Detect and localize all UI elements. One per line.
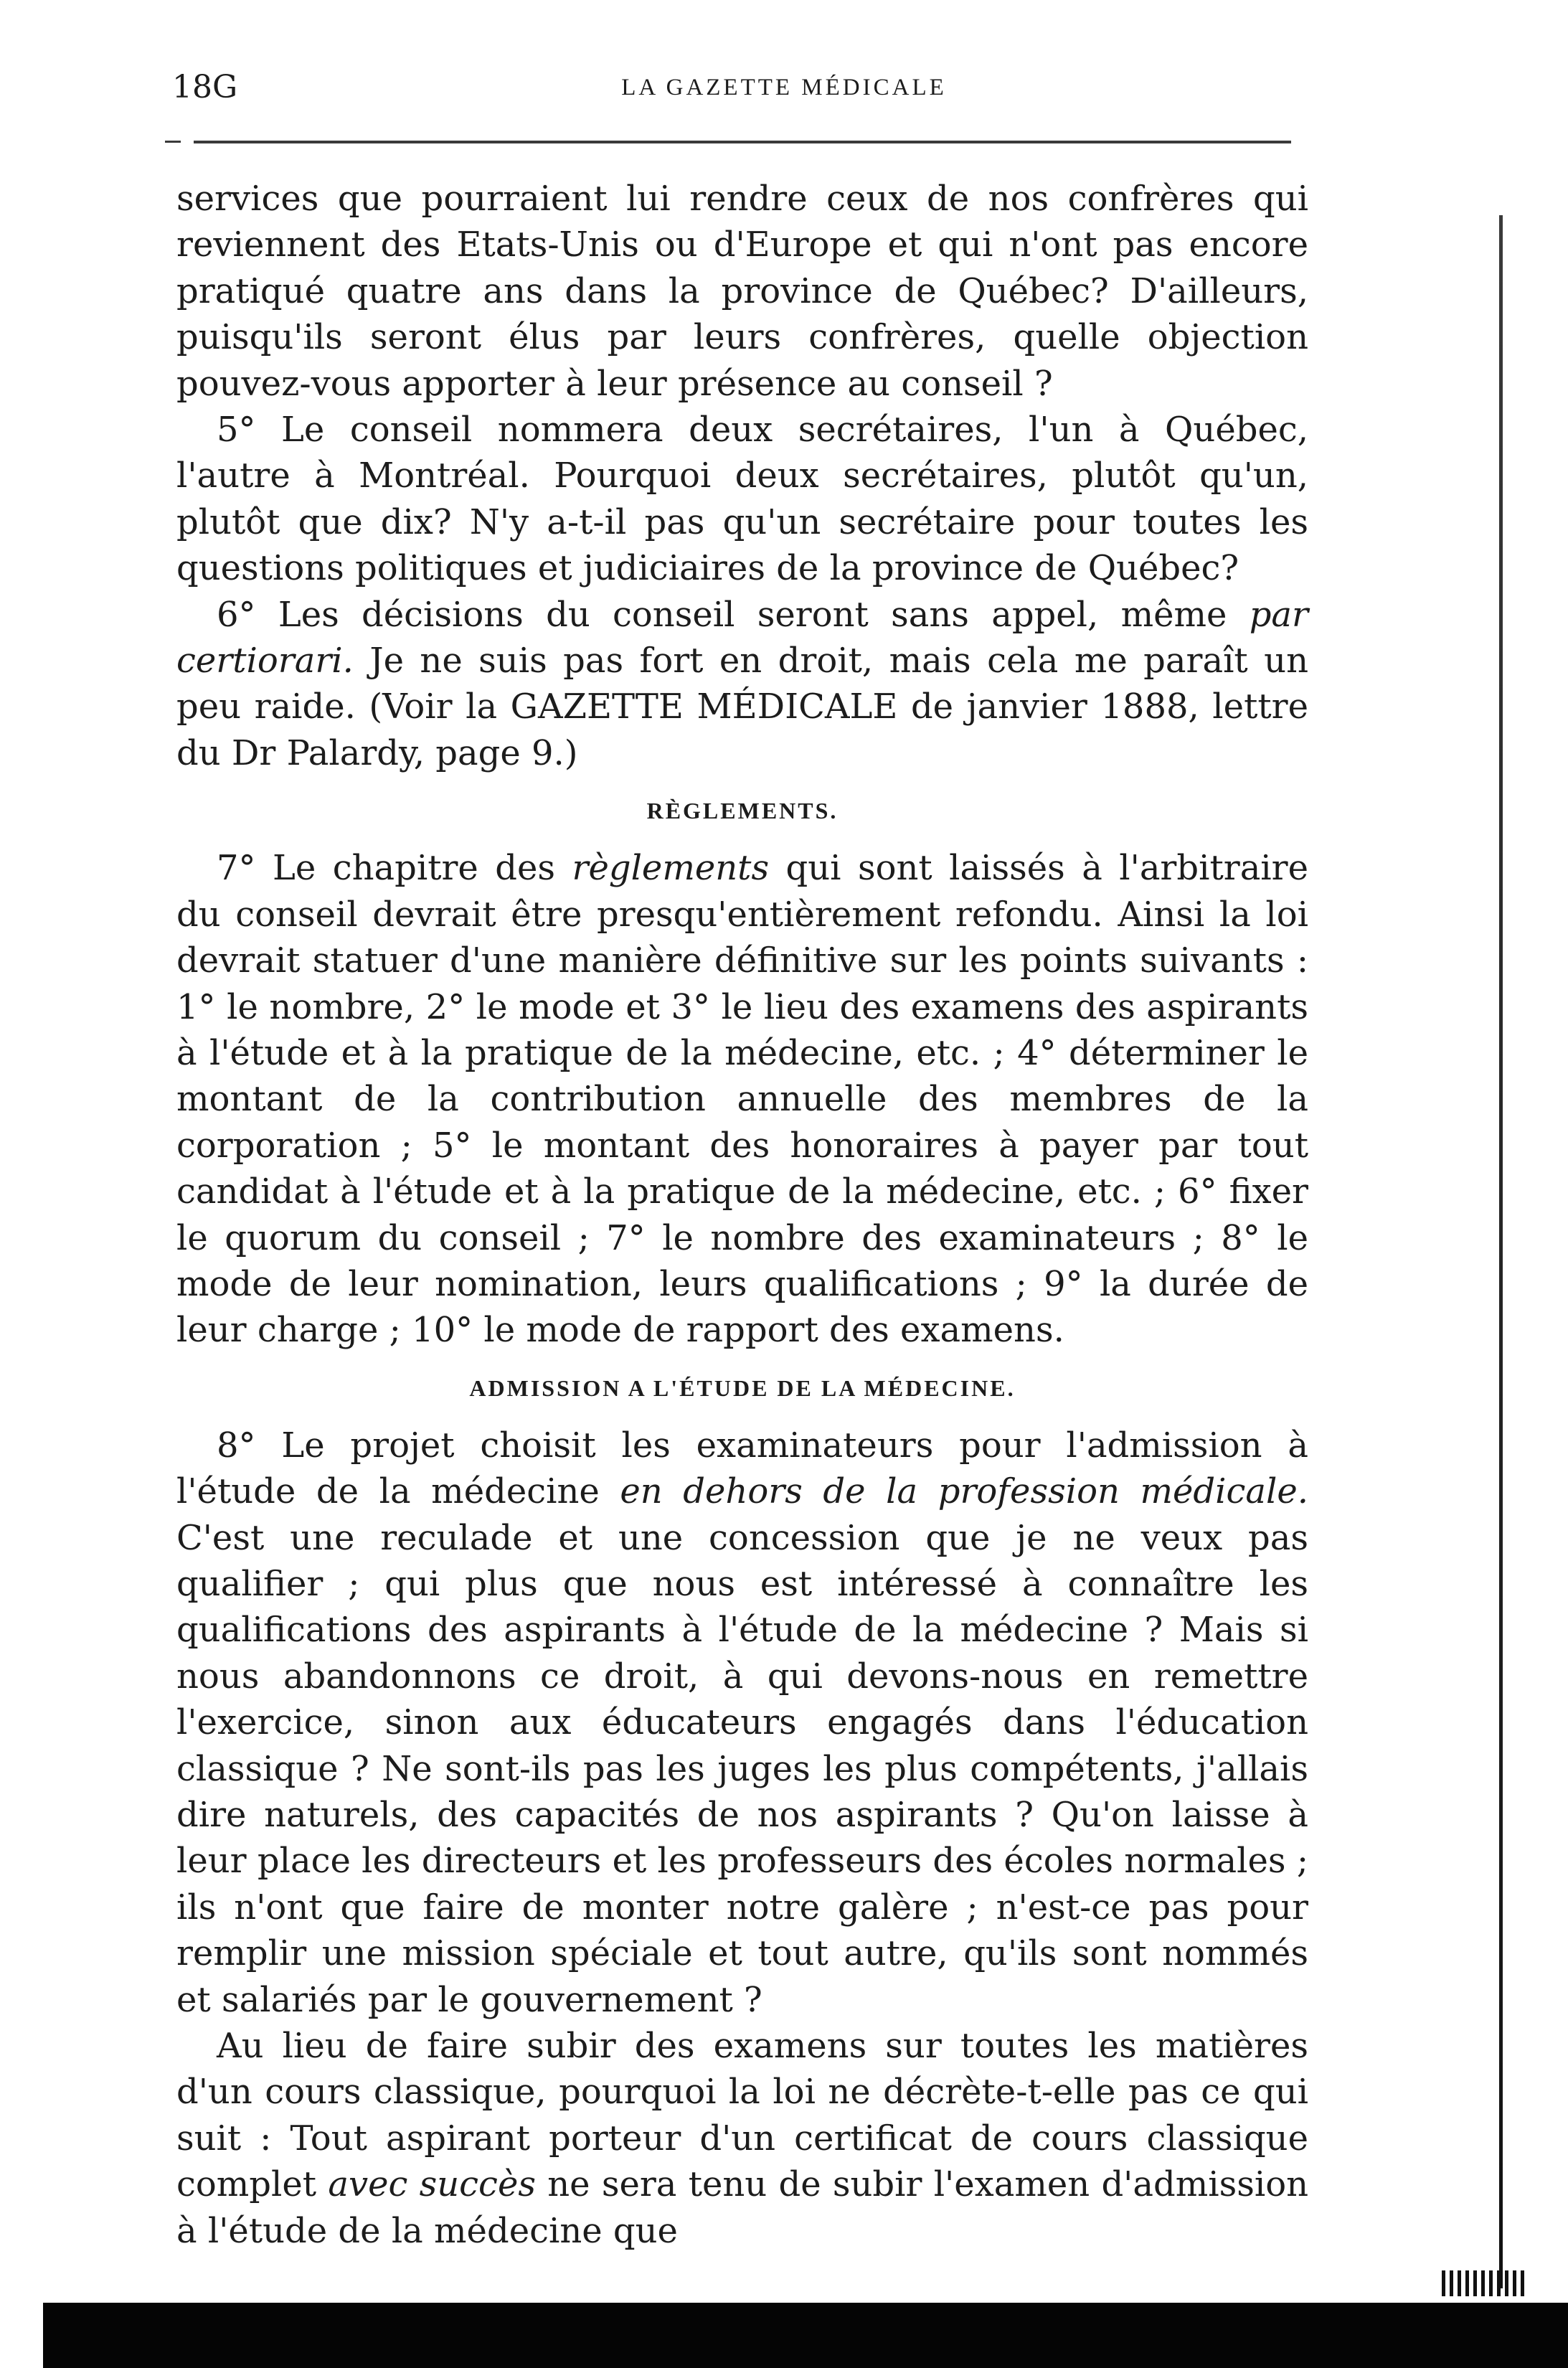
- italic-avec-succes: avec succès: [328, 2164, 536, 2205]
- paragraph-examinateurs-text-b: C'est une reculade et une concession que je ne veux pas qualifier ; qui plus que nous est intéressé à connaître les qualifications des aspirants à l'étude de la médecine ? Mais si nous abandonnons ce droit, à qui devons-nous en remettre l'exercice, sinon aux éducateurs engagés dans l'éducation classique ? Ne sont-ils pas les juges les plus compétents, j'allais dire naturels, des capacités de nos aspirants ? Qu'on laisse à leur place les directeurs et les professeurs des écoles normales ; ils n'ont que faire de monter notre galère ; n'est-ce pas pour remplir une mission spéciale et tout autre, qu'ils sont nommés et salariés par le gouvernement ?: [176, 1517, 1308, 2020]
- paragraph-secretaires: 5° Le conseil nommera deux secrétaires, l'un à Québec, l'autre à Montréal. Pourquoi deux secrétaires, plutôt qu'un, plutôt que dix? N'y a-t-il pas qu'un secrétaire pour toutes les questions politiques et judiciaires de la province de Québec?: [176, 410, 1308, 589]
- paragraph-decisions-text-b: Je ne suis pas fort en droit, mais cela me paraît un peu raide. (Voir la GAZETTE MÉDICALE de janvier 1888, lettre du Dr Palardy, page 9.): [176, 641, 1308, 773]
- paragraph-examinateurs: [176, 1423, 1308, 2023]
- header-rule: [194, 141, 1291, 143]
- paragraph-reglements-text-b: qui sont laissés à l'arbitraire du conseil devrait être presqu'entièrement refondu. Ainsi la loi devrait statuer d'une manière définitive sur les points suivants : 1° le nombre, 2° le mode et 3° le lieu des examens des aspirants à l'étude et à la pratique de la médecine, etc. ; 4° déterminer le montant de la contribution annuelle des membres de la corporation ; 5° le montant des honoraires à payer par tout candidat à l'étude et à la pratique de la médecine, etc. ; 6° fixer le quorum du conseil ; 7° le nombre des examinateurs ; 8° le mode de leur nomination, leurs qualifications ; 9° la durée de leur charge ; 10° le mode de rapport des examens.: [176, 848, 1309, 1351]
- article-body: [176, 176, 1308, 2254]
- paragraph-decisions: [176, 592, 1308, 777]
- italic-certiorari: par certiorari.: [176, 594, 1308, 681]
- italic-reglements: règlements: [572, 848, 770, 889]
- paragraph-decisions-text-a: 6° Les décisions du conseil seront sans appel, même: [217, 594, 1250, 635]
- paragraph-reglements: [176, 845, 1308, 1353]
- section-heading-admission: ADMISSION A L'ÉTUDE DE LA MÉDECINE.: [469, 1374, 1016, 1401]
- paragraph-cours-classique: [176, 2023, 1308, 2254]
- page-edge-shadow: [1499, 215, 1503, 2288]
- paragraph-examinateurs-text-a: 8° Le projet choisit les examinateurs pour l'admission à l'étude de la médecine: [176, 1425, 1308, 1512]
- page-number: 18G: [172, 69, 238, 105]
- scan-edge-mark: [1442, 2270, 1528, 2296]
- paragraph-continuation: services que pourraient lui rendre ceux de nos confrères qui reviennent des Etats-Unis ou d'Europe et qui n'ont pas encore pratiqué quatre ans dans la province de Québec? D'ailleurs, puisqu'ils seront élus par leurs confrères, quelle objection pouvez-vous apporter à leur présence au conseil ?: [176, 179, 1308, 404]
- paragraph-cours-classique-text-b: ne sera tenu de subir l'examen d'admission à l'étude de la médecine que: [176, 2164, 1309, 2251]
- scan-bottom-border: [43, 2303, 1568, 2368]
- running-title: LA GAZETTE MÉDICALE: [621, 75, 947, 100]
- paragraph-cours-classique-text-a: Au lieu de faire subir des examens sur toutes les matières d'un cours classique, pourquoi la loi ne décrète-t-elle pas ce qui suit : Tout aspirant porteur d'un certificat de cours classique complet: [176, 2026, 1308, 2205]
- italic-profession-medicale: en dehors de la profession médicale.: [620, 1471, 1309, 1512]
- section-heading-reglements: RÈGLEMENTS.: [646, 798, 839, 824]
- paragraph-reglements-text-a: 7° Le chapitre des: [217, 848, 572, 889]
